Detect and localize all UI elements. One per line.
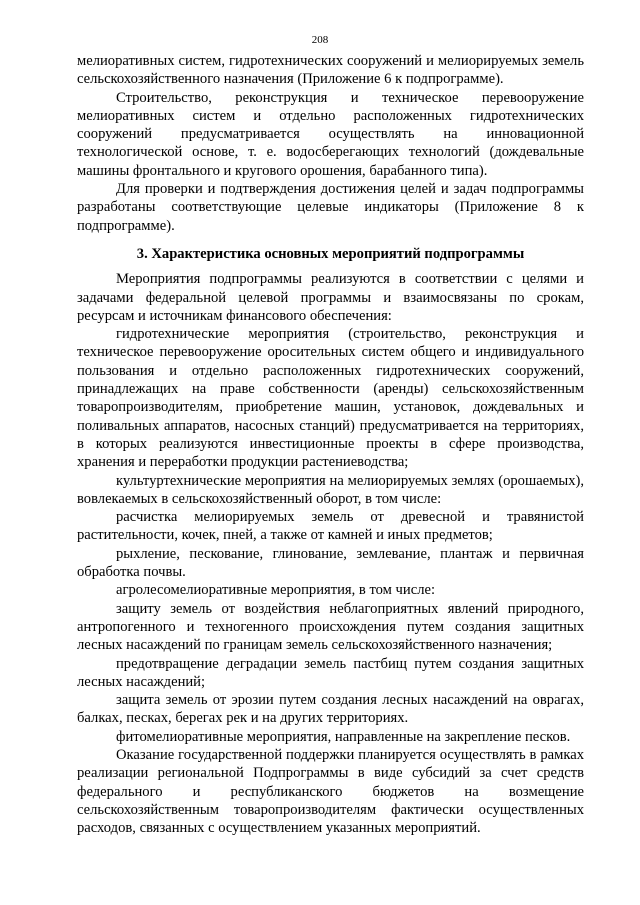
paragraph: агролесомелиоративные мероприятия, в том числе: — [116, 582, 436, 599]
section-heading: 3. Характеристика основных мероприятий подпрограммы — [136, 245, 525, 262]
paragraph: Строительство, реконструкция и техническое перевооружение мелиоративных систем и отдельно расположенных гидротехнических сооружений предусматривается осуществлять на инновационной технологической основе, т. е. водосберегающих технологий (дождевальные машины фронтального и кругового орошения, барабанного типа). — [77, 89, 584, 179]
paragraph: Оказание государственной поддержки планируется осуществлять в рамках реализации региональной Подпрограммы в виде субсидий за счет средств федерального и республиканского бюджетов на возмещение сельскохозяйственным товаропроизводителям фактически осуществленных расходов, связанных с осуществлением указанных мероприятий. — [77, 746, 584, 837]
paragraph: защита земель от эрозии путем создания лесных насаждений на оврагах, балках, песках, берегах рек и на других территориях. — [77, 692, 584, 727]
paragraph: защиту земель от воздействия неблагоприятных явлений природного, антропогенного и техногенного происхождения путем создания защитных лесных насаждений по границам земель сельскохозяйственного назначения; — [77, 600, 584, 654]
paragraph: предотвращение деградации земель пастбищ путем создания защитных лесных насаждений; — [77, 655, 584, 690]
paragraph: гидротехнические мероприятия (строительство, реконструкция и техническое перевооружение оросительных систем общего и индивидуального пользования и отдельно расположенных гидротехнических сооружений, принадлежащих на праве собственности (аренды) сельскохозяйственным товаропроизводителям, приобретение машин, установок, дождевальных и поливальных аппаратов, насосных станций) предусматривается на территориях, в которых реализуются инвестиционные проекты в сфере производства, хранения и переработки продукции растениеводства; — [77, 326, 584, 471]
page-number: 208 — [311, 34, 329, 46]
paragraph: рыхление, пескование, глинование, землевание, плантаж и первичная обработка почвы. — [77, 545, 584, 581]
paragraph: Для проверки и подтверждения достижения целей и задач подпрограммы разработаны соответствующие целевые индикаторы (Приложение 8 к подпрограмме). — [77, 181, 584, 234]
paragraph: фитомелиоративные мероприятия, направленные на закрепление песков. — [116, 728, 571, 745]
paragraph: Мероприятия подпрограммы реализуются в соответствии с целями и задачами федеральной целевой программы и взаимосвязаны по срокам, ресурсам и источникам финансового обеспечения: — [77, 271, 584, 324]
paragraph: мелиоративных систем, гидротехнических сооружений и мелиорируемых земель сельскохозяйственного назначения (Приложение 6 к подпрограмме). — [77, 53, 584, 88]
paragraph: расчистка мелиорируемых земель от древесной и травянистой растительности, кочек, пней, а также от камней и иных предметов; — [77, 509, 584, 544]
document-body — [77, 52, 584, 837]
paragraph: культуртехнические мероприятия на мелиорируемых землях (орошаемых), вовлекаемых в сельскохозяйственный оборот, в том числе: — [77, 472, 584, 507]
